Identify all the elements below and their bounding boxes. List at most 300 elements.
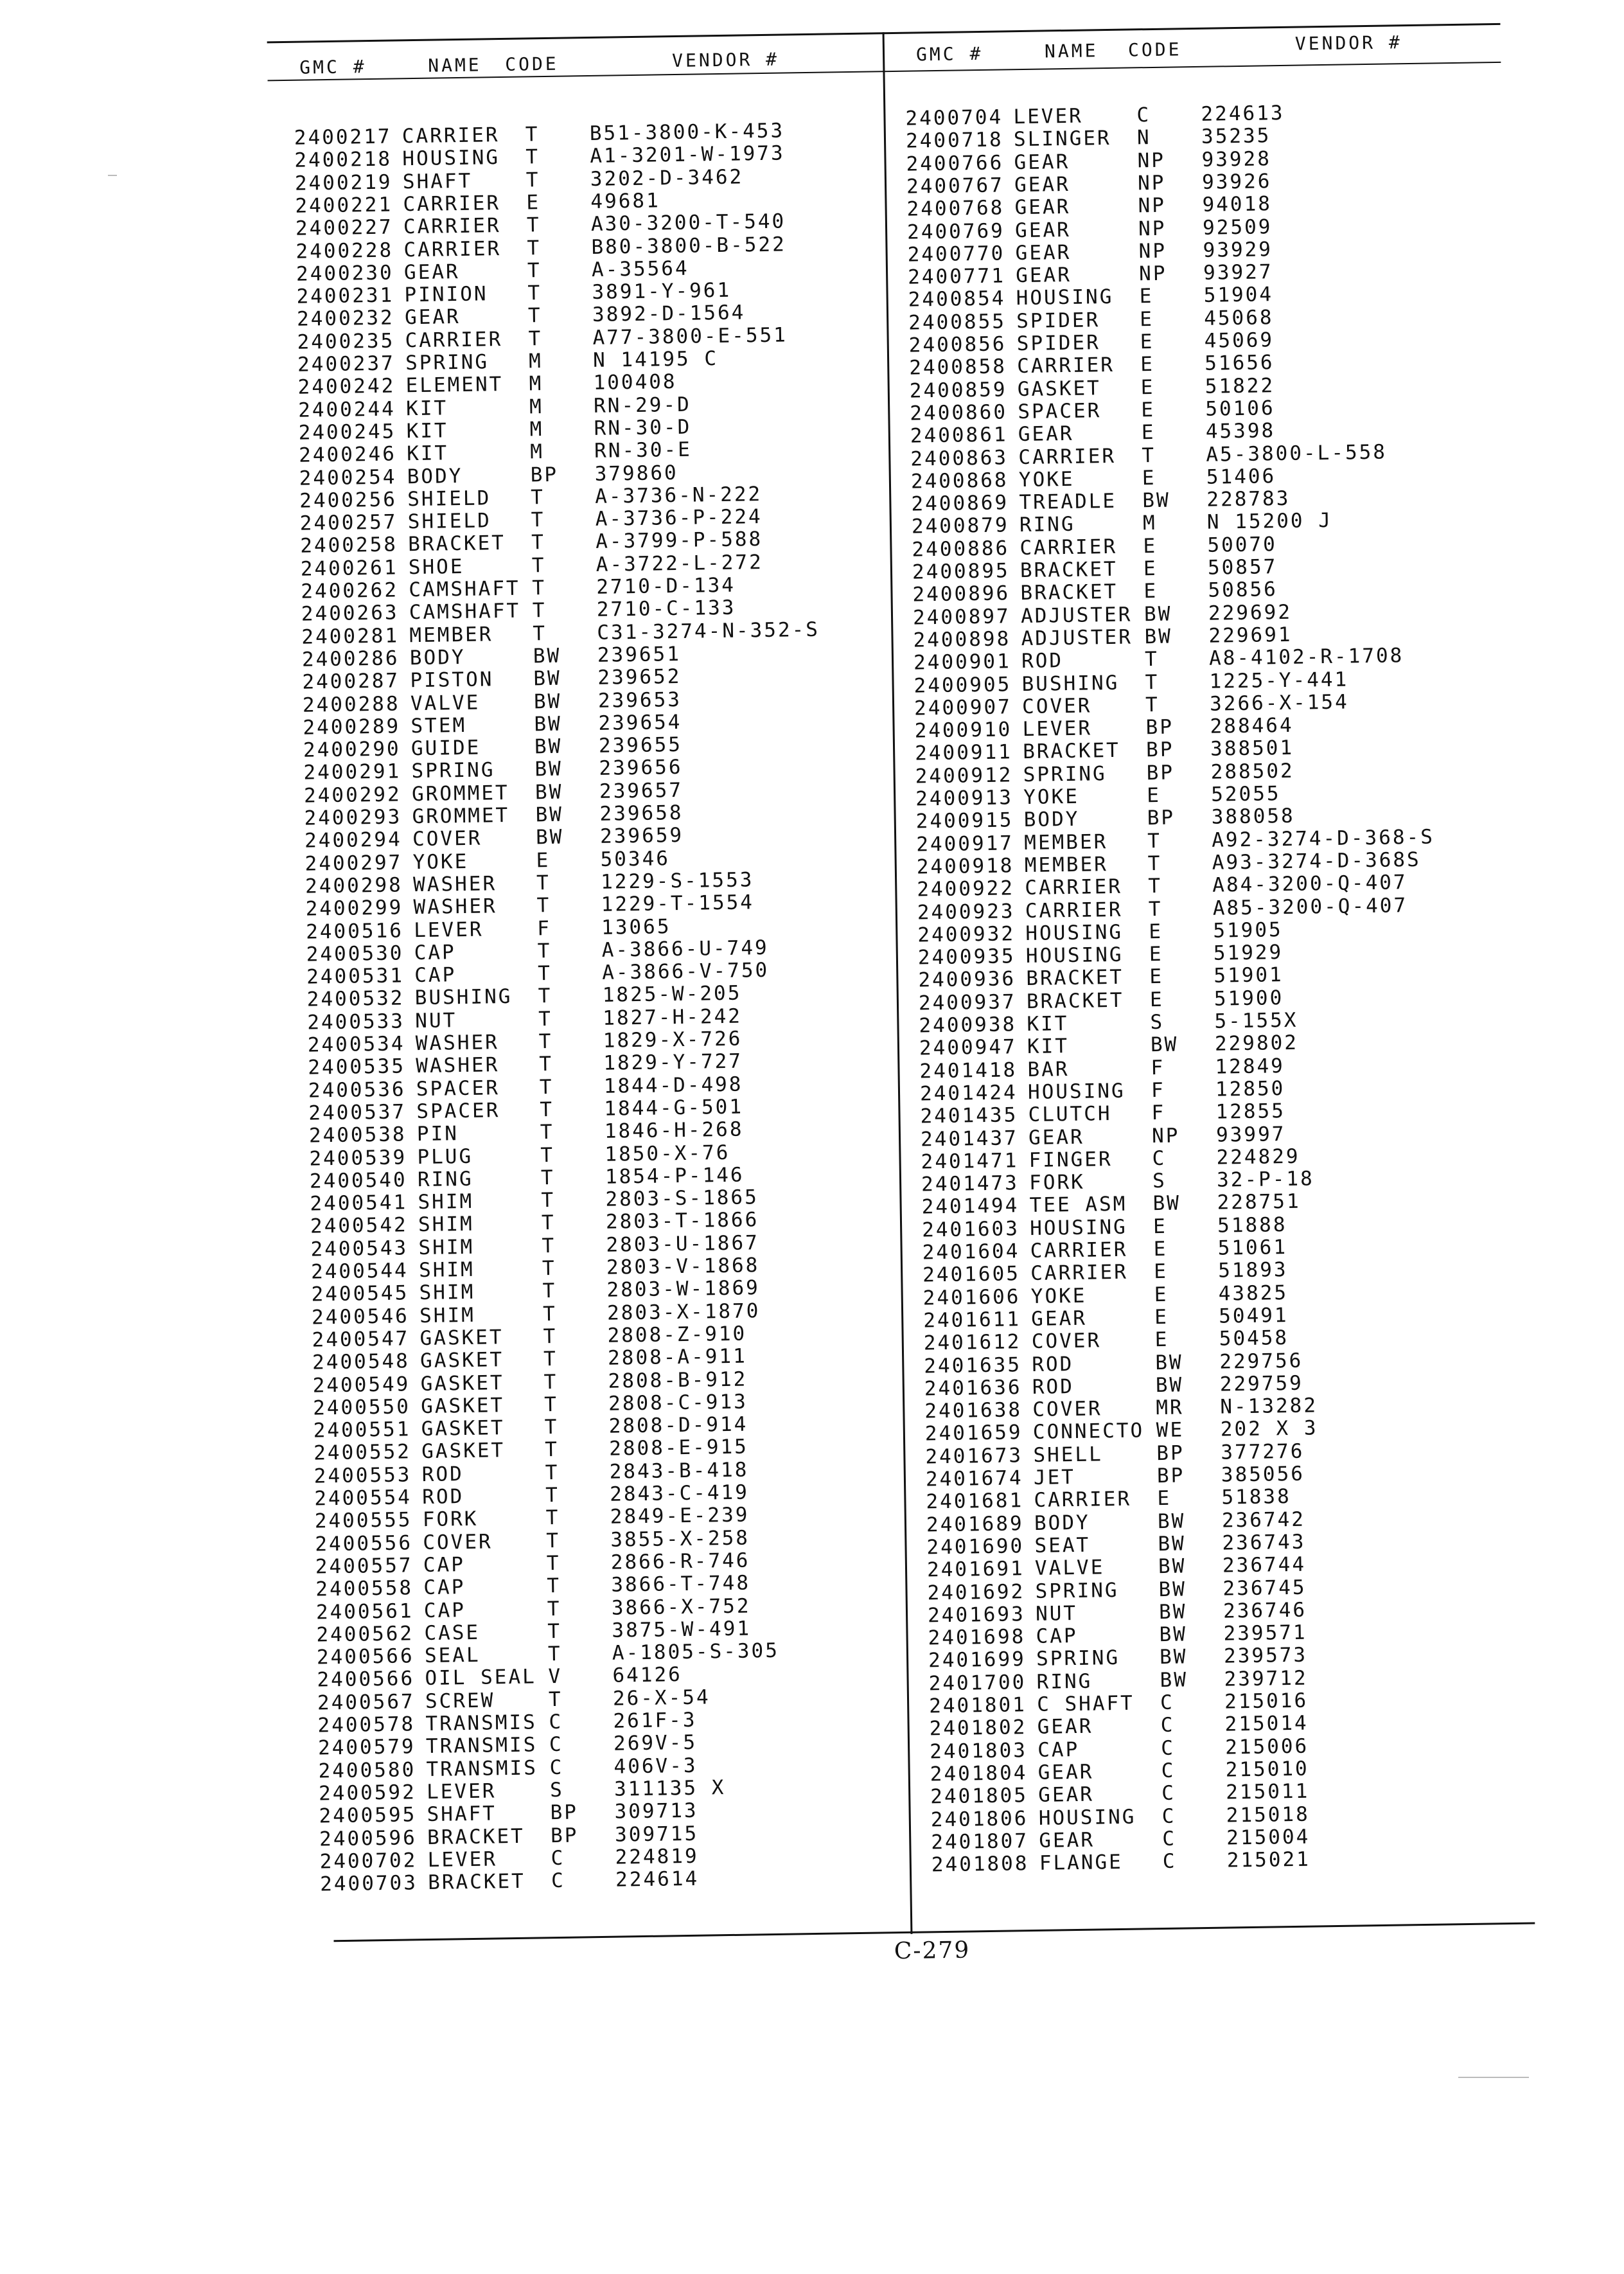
vendor-number: 1829-Y-727 [603, 1049, 743, 1076]
vendor-code: BW [1155, 1373, 1184, 1397]
vendor-code: BW [1152, 1191, 1181, 1216]
gmc-number: 2401698 [928, 1625, 1026, 1650]
gmc-number: 2401605 [922, 1262, 1021, 1287]
vendor-number: N 14195 C [592, 347, 719, 372]
part-name: BRACKET [1019, 557, 1118, 583]
vendor-code: BW [1143, 602, 1172, 626]
gmc-number: 2400566 [316, 1644, 414, 1669]
vendor-code: E [1154, 1283, 1169, 1306]
gmc-number: 2401689 [926, 1511, 1024, 1537]
gmc-number: 2400227 [295, 215, 393, 240]
part-name: ROD [422, 1485, 464, 1509]
gmc-number: 2401673 [925, 1443, 1023, 1469]
vendor-number: 239651 [597, 642, 682, 667]
vendor-number: 215010 [1225, 1757, 1309, 1782]
vendor-code: T [532, 576, 547, 600]
part-name: GEAR [1037, 1760, 1094, 1784]
vendor-code: T [526, 213, 541, 237]
vendor-number: 2843-B-418 [609, 1458, 749, 1484]
gmc-number: 2400219 [294, 170, 393, 195]
vendor-number: 1827-H-242 [602, 1004, 743, 1030]
vendor-number: 236745 [1222, 1576, 1307, 1601]
vendor-number: 215018 [1226, 1802, 1310, 1827]
part-name: RING [417, 1167, 473, 1191]
vendor-code: BW [535, 825, 564, 849]
vendor-number: 261F-3 [613, 1708, 697, 1733]
part-name: BAR [1027, 1057, 1070, 1081]
vendor-code: C [1136, 103, 1151, 127]
part-name: GROMMET [412, 803, 510, 829]
vendor-code: T [540, 1121, 554, 1144]
gmc-number: 2400281 [301, 624, 400, 649]
gmc-number: 2400580 [318, 1757, 416, 1783]
vendor-code: F [1151, 1056, 1165, 1079]
vendor-number: C31-3274-N-352-S [597, 617, 820, 644]
gmc-number: 2400869 [911, 491, 1009, 516]
part-name: SPIDER [1016, 308, 1100, 333]
part-name: SPACER [1018, 399, 1102, 424]
vendor-code: C [549, 1755, 564, 1779]
part-name: LEVER [426, 1779, 497, 1804]
part-name: LEVER [427, 1847, 498, 1872]
gmc-number: 2400861 [910, 423, 1008, 448]
part-name: CARRIER [1025, 898, 1123, 923]
part-name: ROD [421, 1462, 464, 1486]
vendor-number: 51900 [1214, 986, 1284, 1011]
gmc-number: 2400553 [313, 1463, 412, 1488]
vendor-number: 239657 [599, 778, 684, 803]
vendor-number: 2808-A-911 [607, 1344, 747, 1370]
vendor-code: T [542, 1279, 557, 1303]
vendor-number: 45069 [1204, 328, 1275, 353]
gmc-number: 2400879 [911, 513, 1009, 538]
vendor-code: T [541, 1189, 556, 1213]
part-name: CAP [414, 963, 457, 988]
vendor-code: T [539, 1075, 554, 1099]
part-name: GEAR [1039, 1828, 1095, 1852]
vendor-number: 3892-D-1564 [592, 301, 746, 327]
gmc-number: 2401805 [930, 1784, 1028, 1809]
vendor-code: C [1160, 1736, 1176, 1760]
part-name: GUIDE [410, 736, 481, 761]
vendor-number: 239573 [1223, 1644, 1308, 1668]
vendor-code: E [1149, 988, 1164, 1011]
part-name: GASKET [420, 1393, 505, 1418]
vendor-number: 2808-E-915 [608, 1435, 749, 1461]
vendor-number: 3855-X-258 [610, 1526, 750, 1552]
vendor-number: 50070 [1207, 532, 1278, 557]
gmc-number: 2400596 [319, 1825, 418, 1851]
part-name: GEAR [403, 260, 460, 285]
vendor-code: NP [1138, 262, 1167, 286]
vendor-number: RN-30-E [594, 438, 693, 463]
part-name: CAP [423, 1576, 466, 1600]
vendor-code: BP [550, 1800, 579, 1825]
vendor-code: T [539, 1053, 554, 1076]
vendor-code: BW [1144, 625, 1173, 649]
vendor-code: S [1152, 1169, 1167, 1193]
vendor-number: 3875-W-491 [612, 1617, 752, 1642]
gmc-number: 2401638 [924, 1398, 1023, 1423]
vendor-number: A-3866-U-749 [601, 936, 769, 962]
gmc-number: 2401437 [920, 1126, 1019, 1151]
gmc-number: 2401435 [920, 1103, 1018, 1128]
vendor-code: E [1141, 421, 1156, 445]
vendor-code: E [536, 848, 551, 872]
part-name: SHIELD [407, 486, 491, 511]
part-name: BUSHING [1021, 671, 1120, 696]
gmc-number: 2401473 [921, 1171, 1019, 1196]
part-name: HOUSING [1016, 285, 1114, 310]
part-name: GASKET [419, 1348, 504, 1373]
gmc-number: 2400293 [304, 805, 402, 830]
gmc-number: 2400217 [294, 125, 392, 150]
part-name: RING [1019, 513, 1075, 537]
vendor-code: BW [1159, 1622, 1188, 1647]
vendor-code: T [541, 1211, 556, 1235]
part-name: PINION [404, 282, 488, 307]
part-name: YOKE [412, 849, 469, 874]
vendor-number: B51-3800-K-453 [589, 119, 785, 145]
vendor-code: T [536, 894, 551, 918]
gmc-number: 2400539 [309, 1145, 407, 1171]
vendor-code: T [544, 1416, 559, 1439]
gmc-number: 2401806 [930, 1806, 1028, 1831]
vendor-number: 52055 [1210, 782, 1281, 806]
vendor-number: 215011 [1225, 1779, 1310, 1804]
vendor-code: NP [1137, 148, 1166, 172]
gmc-number: 2400579 [317, 1735, 416, 1760]
vendor-number: 239653 [597, 688, 682, 713]
gmc-number: 2400294 [304, 828, 403, 853]
part-name: CARRIER [1017, 353, 1115, 378]
part-name: SHIM [418, 1189, 474, 1214]
gmc-number: 2400769 [906, 218, 1005, 244]
vendor-number: 388501 [1210, 736, 1294, 761]
vendor-code: BP [1145, 715, 1174, 740]
vendor-code: BW [1158, 1554, 1187, 1579]
vendor-number: 100408 [593, 370, 677, 395]
left-header-name: NAME [427, 54, 482, 76]
vendor-code: T [544, 1438, 560, 1462]
part-name: SHIM [418, 1213, 474, 1237]
gmc-number: 2400516 [305, 918, 404, 944]
gmc-number: 2400541 [310, 1191, 408, 1216]
gmc-number: 2400287 [302, 669, 400, 694]
vendor-number: 224819 [615, 1844, 699, 1869]
part-name: COVER [423, 1530, 493, 1554]
vendor-code: C [1162, 1849, 1177, 1874]
vendor-code: T [1142, 443, 1156, 467]
vendor-code: M [529, 395, 544, 418]
vendor-number: 51822 [1205, 373, 1275, 398]
part-name: SPRING [1023, 761, 1107, 786]
vendor-number: 2808-B-912 [608, 1367, 748, 1393]
vendor-number: 93997 [1215, 1122, 1286, 1147]
part-name: PISTON [410, 668, 494, 693]
part-name: WASHER [416, 1053, 500, 1078]
vendor-number: 3202-D-3462 [590, 165, 744, 191]
gmc-number: 2400257 [299, 510, 398, 535]
vendor-code: C [1162, 1827, 1177, 1851]
gmc-number: 2400546 [311, 1304, 410, 1329]
vendor-code: T [538, 984, 552, 1008]
vendor-code: S [549, 1778, 565, 1802]
vendor-number: A92-3274-D-368-S [1211, 825, 1435, 852]
vendor-code: BP [1146, 761, 1175, 785]
vendor-code: C [1161, 1804, 1176, 1828]
part-name: CARRIER [402, 123, 500, 148]
vendor-code: T [545, 1506, 560, 1530]
part-name: CARRIER [1030, 1238, 1128, 1263]
part-name: BODY [1034, 1511, 1090, 1535]
gmc-number: 2400913 [915, 786, 1014, 811]
gmc-number: 2400898 [913, 627, 1011, 652]
vendor-number: 1225-Y-441 [1209, 668, 1349, 693]
part-name: MEMBER [1024, 830, 1108, 855]
vendor-number: A-3736-P-224 [595, 505, 763, 531]
margin-mark-right [1458, 2077, 1529, 2078]
gmc-number: 2401692 [927, 1579, 1025, 1604]
vendor-number: 1846-H-268 [604, 1117, 744, 1143]
vendor-code: T [543, 1370, 558, 1394]
part-name: MEMBER [409, 622, 493, 647]
vendor-number: A-3736-N-222 [594, 482, 763, 508]
gmc-number: 2400855 [908, 310, 1007, 335]
vendor-number: 269V-5 [613, 1731, 698, 1755]
vendor-number: 51406 [1206, 464, 1276, 489]
vendor-code: BW [533, 689, 562, 713]
vendor-code: T [525, 145, 540, 169]
vendor-code: BP [1156, 1464, 1185, 1488]
part-name: GEAR [1031, 1306, 1088, 1331]
vendor-number: 50857 [1207, 555, 1278, 580]
gmc-number: 2400923 [917, 899, 1015, 925]
vendor-code: NP [1138, 239, 1167, 263]
vendor-code: E [1152, 1214, 1168, 1238]
vendor-code: C [1161, 1781, 1176, 1806]
vendor-code: F [1151, 1101, 1166, 1125]
vendor-code: T [528, 326, 543, 351]
vendor-code: E [1142, 466, 1156, 490]
gmc-number: 2400556 [315, 1531, 413, 1556]
part-name: COVER [1021, 694, 1092, 718]
vendor-number: 228751 [1217, 1190, 1301, 1215]
part-name: SLINGER [1013, 127, 1111, 152]
vendor-number: 388058 [1211, 804, 1295, 830]
vendor-number: 239659 [599, 824, 684, 849]
gmc-number: 2400567 [317, 1689, 415, 1715]
gmc-number: 2400232 [296, 306, 394, 332]
vendor-number: 3866-X-752 [611, 1594, 751, 1620]
part-name: YOKE [1018, 467, 1075, 492]
part-name: LEVER [1022, 716, 1093, 742]
part-name: CARRIER [403, 236, 502, 262]
vendor-number: 3866-T-748 [611, 1571, 751, 1597]
part-name: CARRIER [1030, 1261, 1129, 1286]
part-name: JET [1033, 1465, 1076, 1489]
vendor-number: 229691 [1208, 623, 1293, 648]
vendor-number: 215021 [1226, 1847, 1311, 1872]
gmc-number: 2400542 [310, 1213, 408, 1238]
gmc-number: 2400901 [913, 650, 1012, 675]
part-name: CARRIER [1034, 1487, 1132, 1513]
part-name: BRACKET [1022, 739, 1121, 764]
vendor-code: WE [1156, 1418, 1185, 1443]
vendor-number: 1825-W-205 [602, 982, 742, 1008]
gmc-number: 2401700 [928, 1670, 1027, 1696]
vendor-code: M [529, 440, 545, 464]
vendor-code: C [1161, 1759, 1176, 1782]
gmc-number: 2401690 [926, 1534, 1025, 1559]
vendor-code: T [530, 485, 545, 510]
part-name: SEAL [424, 1643, 481, 1668]
gmc-number: 2400766 [906, 151, 1004, 176]
gmc-number: 2400290 [303, 737, 401, 762]
vendor-code: T [531, 531, 546, 555]
gmc-number: 2401807 [931, 1829, 1029, 1854]
gmc-number: 2400703 [319, 1871, 418, 1896]
part-name: BRACKET [1020, 580, 1118, 605]
gmc-number: 2401804 [930, 1761, 1028, 1786]
gmc-number: 2401808 [931, 1852, 1029, 1877]
vendor-number: 2803-W-1869 [606, 1276, 761, 1302]
vendor-number: A30-3200-T-540 [590, 209, 786, 236]
part-name: YOKE [1030, 1284, 1087, 1308]
gmc-number: 2401681 [926, 1489, 1024, 1514]
part-name: BODY [407, 464, 463, 488]
gmc-number: 2400935 [917, 945, 1016, 970]
vendor-number: 13065 [601, 914, 671, 939]
vendor-number: 236743 [1222, 1530, 1306, 1555]
vendor-code: BW [1158, 1600, 1187, 1624]
vendor-code: T [540, 1143, 555, 1167]
gmc-number: 2400718 [905, 128, 1003, 153]
gmc-number: 2400937 [918, 990, 1016, 1015]
vendor-code: T [547, 1597, 561, 1621]
vendor-code: T [547, 1619, 562, 1643]
gmc-number: 2400896 [912, 582, 1011, 607]
gmc-number: 2401612 [923, 1330, 1021, 1355]
vendor-code: NP [1137, 171, 1166, 195]
vendor-code: BW [534, 712, 563, 736]
gmc-number: 2400221 [295, 193, 393, 218]
vendor-number: 215006 [1224, 1734, 1309, 1759]
part-name: GROMMET [411, 781, 509, 806]
gmc-number: 2400918 [916, 854, 1014, 879]
vendor-code: M [528, 350, 543, 373]
vendor-number: 2808-C-913 [608, 1390, 748, 1416]
vendor-code: T [1148, 897, 1163, 921]
part-name: CAMSHAFT [409, 599, 521, 625]
vendor-code: E [1149, 942, 1163, 966]
vendor-code: E [1139, 307, 1154, 331]
vendor-code: C [549, 1710, 563, 1734]
part-name: WASHER [413, 894, 497, 919]
vendor-number: 93926 [1201, 170, 1272, 194]
vendor-number: 45068 [1203, 305, 1274, 330]
vendor-number: 2843-C-419 [609, 1480, 750, 1506]
gmc-number: 2400947 [919, 1035, 1017, 1060]
gmc-number: 2400562 [316, 1622, 414, 1647]
gmc-number: 2401606 [922, 1284, 1021, 1310]
gmc-number: 2400231 [296, 283, 394, 308]
gmc-number: 2400859 [909, 377, 1007, 403]
part-name: COVER [1032, 1397, 1102, 1422]
vendor-number: 239571 [1223, 1621, 1307, 1646]
part-name: TEE ASM [1029, 1193, 1127, 1218]
gmc-number: 2400288 [302, 691, 400, 717]
gmc-number: 2400286 [301, 646, 400, 671]
part-name: SPRING [1036, 1646, 1120, 1671]
part-name: FORK [1028, 1170, 1086, 1195]
vendor-code: T [542, 1302, 558, 1326]
gmc-number: 2400242 [297, 374, 396, 400]
gmc-number: 2401674 [925, 1466, 1023, 1491]
vendor-number: 1850-X-76 [605, 1141, 730, 1166]
part-name: HOUSING [1025, 943, 1124, 968]
vendor-number: 1829-X-726 [603, 1027, 743, 1053]
gmc-number: 2400886 [912, 537, 1010, 562]
part-name: BUSHING [414, 985, 513, 1010]
vendor-number: 224613 [1201, 101, 1285, 126]
vendor-number: 2803-V-1868 [606, 1254, 760, 1279]
vendor-code: C [1160, 1691, 1175, 1715]
part-name: GEAR [1038, 1782, 1095, 1808]
part-name: GEAR [1018, 422, 1074, 447]
vendor-number: 2710-D-134 [596, 573, 736, 599]
gmc-number: 2400856 [908, 332, 1007, 357]
gmc-number: 2400218 [294, 147, 393, 173]
gmc-number: 2400552 [313, 1440, 412, 1465]
part-name: CAP [414, 940, 456, 964]
gmc-number: 2400244 [297, 397, 396, 422]
part-name: HOUSING [402, 146, 500, 171]
vendor-number: B80-3800-B-522 [591, 232, 786, 259]
part-name: CAP [1036, 1624, 1078, 1649]
vendor-number: 93929 [1203, 238, 1273, 262]
vendor-code: E [1141, 398, 1156, 422]
gmc-number: 2400291 [303, 759, 402, 785]
gmc-number: 2400235 [297, 329, 395, 354]
vendor-code: T [1148, 875, 1163, 898]
gmc-number: 2400299 [305, 896, 403, 921]
vendor-number: A93-3274-D-368S [1212, 848, 1421, 875]
vendor-number: 379860 [594, 461, 678, 486]
gmc-number: 2400915 [915, 808, 1014, 833]
gmc-number: 2400592 [318, 1781, 417, 1806]
gmc-number: 2400578 [317, 1712, 416, 1737]
vendor-number: N-13282 [1220, 1394, 1318, 1419]
part-name: HOUSING [1029, 1215, 1128, 1240]
vendor-code: BP [1147, 806, 1176, 830]
vendor-code: E [1143, 534, 1158, 558]
gmc-number: 2400292 [303, 783, 402, 808]
gmc-number: 2400256 [299, 488, 398, 513]
gmc-number: 2400702 [319, 1849, 418, 1874]
gmc-number: 2400860 [910, 400, 1008, 425]
vendor-number: 35235 [1201, 124, 1271, 149]
part-name: SPRING [405, 350, 490, 375]
vendor-code: E [1154, 1328, 1169, 1352]
part-name: BODY [1023, 808, 1080, 832]
vendor-number: 311135 X [613, 1776, 726, 1801]
gmc-number: 2401604 [922, 1239, 1020, 1265]
part-name: GEAR [404, 305, 461, 330]
gmc-number: 2401803 [929, 1738, 1028, 1763]
right-header-vendor: VENDOR # [1294, 31, 1402, 55]
part-name: FLANGE [1039, 1851, 1124, 1875]
